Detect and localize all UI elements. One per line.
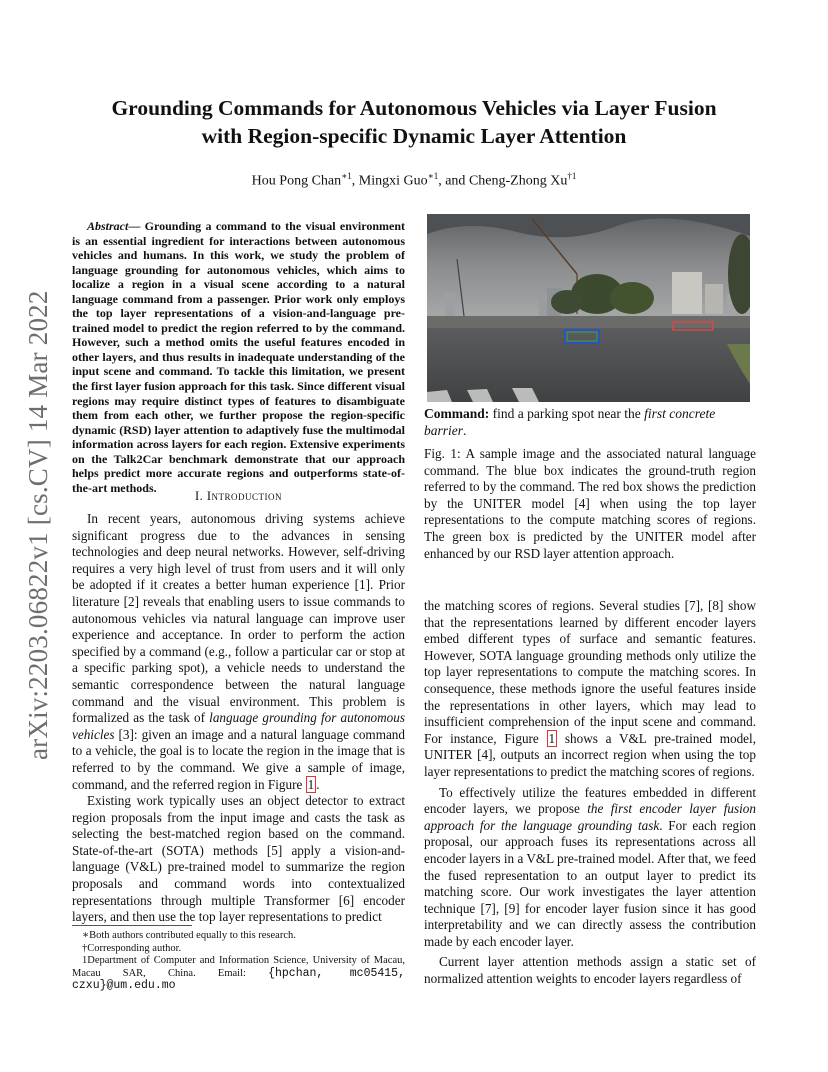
text-run: [3]: given an image and a natural language command to a vehicle, the goal is to locate the region in the image that is referred to by the command. We give a sample of image, command, and the referred region in Figure	[72, 726, 405, 792]
fence	[427, 316, 750, 330]
author-name: Hou Pong Chan	[251, 173, 342, 189]
paper-title	[60, 94, 768, 150]
text-run: the matching scores of regions. Several studies [7], [8] show that the representations learned by different encoder layers embed different types of surface and semantic features. However, SOTA language grounding methods only utilize the top layer representations to compute the matching scores. In consequence, these methods ignore the useful features inside the representations in other layers, which may lead to insufficient comprehension of the input scene and command. For instance, Figure	[424, 598, 756, 746]
building	[672, 272, 702, 314]
author-mark: †1	[567, 171, 577, 181]
footnote: ∗Both authors contributed equally to this research.	[82, 930, 296, 941]
figure-image	[427, 214, 750, 402]
text-run: find a parking spot near the	[489, 406, 645, 421]
body-paragraph	[424, 598, 756, 781]
title-line-1: Grounding Commands for Autonomous Vehicles via Layer Fusion	[111, 96, 717, 120]
building	[705, 284, 723, 314]
section-number: I.	[194, 489, 204, 503]
text-run: shows a V&L pre-trained model, UNITER [4], outputs an incorrect region when using the top layer representations to predict the matching scores of regions.	[424, 730, 756, 779]
author-mark: ∗1	[341, 171, 352, 181]
author-list: Hou Pong Chan$^{∗1}$, Mingxi Guo$^{∗1}$, and Cheng-Zhong Xu$^{\dagger 1}$	[251, 171, 577, 189]
text-run: In recent years, autonomous driving systems achieve significant progress due to the advances in sensing technologies and deep neural networks. However, self-driving requires a very high level of trust from users and it will only be adopted if it creates a better human experience [1]. Prior literature [2] reveals that enabling users to issue commands to autonomous vehicles via natural language can improve user experience and acceptance. In order to perform the action specified by a command (e.g., follow a particular car or stop at a specific parking spot), a vehicle needs to understand the semantic correspondence between the natural language command and the visual environment. This problem is formalized as the task of	[72, 511, 405, 726]
text-run: first concrete barrier	[424, 406, 716, 438]
author-mark: ∗1	[427, 171, 439, 181]
text-run: .	[316, 776, 320, 792]
figure-command	[424, 405, 756, 439]
email[interactable]: czxu}@um.edu.mo	[72, 979, 176, 992]
intro-paragraph	[72, 511, 405, 793]
text-run: the first encoder layer fusion approach for the language grounding task	[424, 801, 756, 833]
tree	[610, 282, 654, 314]
author-name: Cheng-Zhong Xu	[468, 173, 568, 189]
figure-link[interactable]: 1	[548, 730, 556, 746]
tree	[551, 290, 583, 314]
section-heading	[72, 489, 405, 504]
figure-caption: Fig. 1: A sample image and the associated natural language command. The blue box indicates the ground-truth region referred to by the command. The red box shows the prediction by the UNITER model [4] when using the top layer representations to the compute matching scores of regions. The green box is predicted by the UNITER model after enhanced by our RSD layer attention approach.	[424, 446, 756, 561]
email[interactable]: {hpchan, mc05415,	[268, 966, 405, 980]
building	[445, 292, 455, 316]
abstract	[72, 219, 405, 495]
arxiv-identifier: arXiv:2203.06822v1 [cs.CV] 14 Mar 2022	[23, 290, 53, 760]
footnotes	[72, 930, 405, 993]
section-title: Introduction	[206, 489, 283, 503]
footnote-rule	[72, 925, 192, 926]
text-run: language grounding for autonomous vehicles	[72, 710, 405, 742]
intro-body	[72, 511, 405, 926]
author-name: Mingxi Guo	[358, 173, 428, 189]
abstract-label: Abstract	[87, 219, 129, 233]
command-label: Command:	[424, 406, 490, 421]
right-body	[424, 598, 756, 988]
text-run: To effectively utilize the features embedded in different encoder layers, we propose	[424, 784, 756, 817]
text-run: . For each region proposal, our approach fuses its representations across all encoder layers in a V&L pre-trained model. After that, we feed the fused representation to an output layer to predict its matching score. Our work investigates the layer attention technique [7], [9] for encoder layer fusion since it has good interpretability and we can directly assess the contribution made by each encoder layer.	[424, 817, 756, 949]
title-line-2: with Region-specific Dynamic Layer Attention	[201, 124, 627, 148]
intro-paragraph: Existing work typically uses an object detector to extract region proposals from the input image and casts the task as selecting the best-matched region based on the command. State-of-the-art (SOTA) methods [5] apply a vision-and-language (V&L) pre-trained model to summarize the region proposals and command words into contextualized representations through multiple Transformer [6] encoder layers, and then use the top layer representations to predict	[72, 793, 405, 925]
body-paragraph	[424, 785, 756, 951]
footnote: †Corresponding author.	[82, 942, 182, 954]
text-run: 1Department of Computer and Information Science, University of Macau, Macau SAR, China. Email:	[72, 955, 405, 979]
abstract-text: — Grounding a command to the visual environment is an essential ingredient for interactions between autonomous vehicles and humans. In this work, we study the problem of language grounding for autonomous vehicles, which aims to localize a region in a visual scene according to a natural language command from a passenger. Prior work only employs the top layer representations of a vision-and-language pre-trained model to predict the region referred to by the command. However, such a method omits the useful features encoded in other layers, and thus results in inadequate understanding of the input scene and command. To tackle this limitation, we present the first layer fusion approach for this task. Since different visual regions may require distinct types of features to disambiguate them from each other, we further propose the region-specific dynamic (RSD) layer attention to adaptively fuse the multimodal information across layers for each region. Extensive experiments on the Talk2Car benchmark demonstrate that our approach helps predict more accurate regions and outperforms state-of-the-art methods.	[72, 219, 405, 495]
footnote	[72, 955, 405, 993]
text-run: .	[463, 423, 467, 438]
body-paragraph: Current layer attention methods assign a static set of normalized attention weights to encoder layers regardless of	[424, 954, 756, 987]
figure-link[interactable]: 1	[307, 776, 315, 792]
